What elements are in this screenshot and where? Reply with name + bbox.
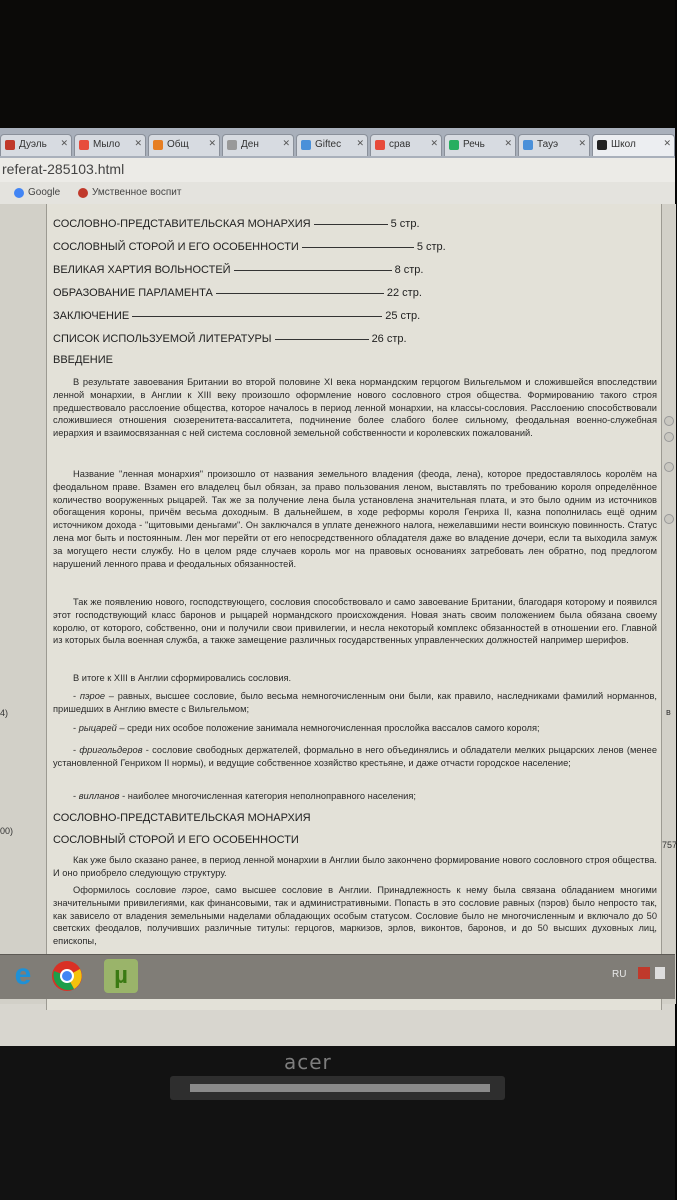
tab-favicon-icon bbox=[523, 140, 533, 150]
browser-tab[interactable]: Giftec ✕ bbox=[296, 134, 368, 156]
browser-tab[interactable]: Мыло ✕ bbox=[74, 134, 146, 156]
left-side-panel: 4) 00) bbox=[0, 204, 46, 1004]
list-item: - пэрое – равных, высшее сословие, было весьма немногочисленным они были, как правило, наследниками фамилий норманнов, пришедших в Англию вместе с Вильгельмом; bbox=[53, 691, 657, 714]
browser-tab[interactable]: Общ ✕ bbox=[148, 134, 220, 156]
browser-tab[interactable]: Ден ✕ bbox=[222, 134, 294, 156]
monitor-stand bbox=[170, 1076, 505, 1100]
taskbar bbox=[0, 954, 675, 999]
toc-item[interactable]: СПИСОК ИСПОЛЬЗУЕМОЙ ЛИТЕРАТУРЫ 26 стр. bbox=[53, 333, 407, 345]
browser-tab-active[interactable]: Школ ✕ bbox=[592, 134, 675, 156]
tab-favicon-icon bbox=[375, 140, 385, 150]
chrome-icon[interactable] bbox=[50, 959, 84, 993]
tab-favicon-icon bbox=[597, 140, 607, 150]
radio-icon[interactable] bbox=[664, 462, 674, 472]
tab-favicon-icon bbox=[449, 140, 459, 150]
toc-leader bbox=[216, 293, 384, 294]
monitor-screen bbox=[0, 128, 675, 1046]
utorrent-icon[interactable]: µ bbox=[104, 959, 138, 993]
toc-leader bbox=[302, 247, 414, 248]
close-icon[interactable]: ✕ bbox=[60, 138, 68, 148]
toc-leader bbox=[234, 270, 392, 271]
toc-item[interactable]: СОСЛОВНЫЙ СТОРОЙ И ЕГО ОСОБЕННОСТИ 5 стр. bbox=[53, 241, 446, 253]
toc-leader bbox=[314, 224, 388, 225]
close-icon[interactable]: ✕ bbox=[578, 138, 586, 148]
browser-tab-bar bbox=[0, 128, 675, 158]
close-icon[interactable]: ✕ bbox=[504, 138, 512, 148]
paragraph: Оформилось сословие пэрое, само высшее сословие в Англии. Принадлежность к нему была связана обладанием многими значительными привилегиями, как финансовыми, так и административными. Попасть в это сословие равных (пэров) было непросто так, как зависело от владения земельными наделами обладающих особым статусом. Сословие было не многочисленным и включало до 50 светских феодалов, получивших различные титулы: герцогов, маркизов, эрлов, виконтов, баронов, и до 50 высших духовных лиц, епископы, bbox=[53, 885, 657, 947]
bookmark-google[interactable]: Google bbox=[14, 187, 60, 198]
radio-icon[interactable] bbox=[664, 416, 674, 426]
browser-tab[interactable]: срав ✕ bbox=[370, 134, 442, 156]
radio-icon[interactable] bbox=[664, 514, 674, 524]
list-item: - фригольдеров - сословие свободных держателей, формально в него объединялись и обладатели мелких рыцарских ленов (менее установленной Генрихом II нормы), и ведущие собственное хозяйство крестьяне, и даже отчасти городское население; bbox=[53, 745, 657, 768]
radio-icon[interactable] bbox=[664, 432, 674, 442]
close-icon[interactable]: ✕ bbox=[282, 138, 290, 148]
browser-tab[interactable]: Дуэль ✕ bbox=[0, 134, 72, 156]
right-side-panel: в 757 bbox=[660, 204, 676, 1004]
section-heading: СОСЛОВНЫЙ СТОРОЙ И ЕГО ОСОБЕННОСТИ bbox=[53, 834, 299, 846]
paragraph: В результате завоевания Британии во второй половине XI века нормандским герцогом Вильгельмом и сложившейся впоследствии ленной монархии, в Англии к XIII веку произошло оформление нового сословного строя общества. Формированию такого строя предшествовало расслоение общества, которое началось в период ленной монархии, на классы-сословия. Расслоению способствовали сложившиеся отношения сюзеренитета-вассалитета, подчинение более слабого более сильному, феодальная военно-служебная иерархия и взаимосвязанная с ней система сословной земельной собственности и королевских пожалований. bbox=[53, 377, 657, 439]
flag-icon[interactable] bbox=[638, 967, 650, 979]
bookmarks-bar bbox=[0, 182, 675, 205]
tab-favicon-icon bbox=[5, 140, 15, 150]
toc-item[interactable]: СОСЛОВНО-ПРЕДСТАВИТЕЛЬСКАЯ МОНАРХИЯ 5 стр. bbox=[53, 218, 420, 230]
browser-tab[interactable]: Тауэ ✕ bbox=[518, 134, 590, 156]
close-icon[interactable]: ✕ bbox=[430, 138, 438, 148]
tab-favicon-icon bbox=[79, 140, 89, 150]
toc-item[interactable]: ОБРАЗОВАНИЕ ПАРЛАМЕНТА 22 стр. bbox=[53, 287, 422, 299]
section-heading: ВВЕДЕНИЕ bbox=[53, 354, 113, 366]
tab-favicon-icon bbox=[227, 140, 237, 150]
network-icon[interactable] bbox=[655, 967, 665, 979]
paragraph: Так же появлению нового, господствующего, сословия способствовало и само завоевание Британии, благодаря которому и появился этот господствующий класс баронов и рыцарей нормандского происхождения. Новая знать своим положением была обязана своему королю, от которого, собственно, они и получили свои привилегии, и несла некоторый комплекс обязанностей в отношении его. Главной из которых была военная служба, а также замещение различных государственных управленческих должностей например шерифов. bbox=[53, 597, 657, 646]
toc-leader bbox=[132, 316, 382, 317]
room-background bbox=[0, 0, 675, 128]
address-bar[interactable] bbox=[0, 158, 675, 183]
paragraph: В итоге к XIII в Англии сформировались сословия. bbox=[73, 673, 292, 683]
close-icon[interactable]: ✕ bbox=[356, 138, 364, 148]
browser-tab[interactable]: Речь ✕ bbox=[444, 134, 516, 156]
internet-explorer-icon[interactable]: e bbox=[14, 958, 32, 991]
brand-logo: acer bbox=[284, 1050, 332, 1074]
close-icon[interactable]: ✕ bbox=[208, 138, 216, 148]
stand-highlight bbox=[190, 1084, 490, 1092]
url-text[interactable]: referat-285103.html bbox=[2, 161, 125, 177]
document-page bbox=[46, 204, 662, 1010]
toc-item[interactable]: ВЕЛИКАЯ ХАРТИЯ ВОЛЬНОСТЕЙ 8 стр. bbox=[53, 264, 424, 276]
bookmark-umstvennoe[interactable]: Умственное воспит bbox=[78, 187, 181, 198]
paragraph: Как уже было сказано ранее, в период ленной монархии в Англии было закончено формирование нового сословного строя общества. И оно приобрело следующую структуру. bbox=[53, 855, 657, 878]
tab-favicon-icon bbox=[153, 140, 163, 150]
section-heading: СОСЛОВНО-ПРЕДСТАВИТЕЛЬСКАЯ МОНАРХИЯ bbox=[53, 812, 311, 824]
list-item: - вилланов - наиболее многочисленная категория неполноправного населения; bbox=[73, 791, 416, 801]
toc-leader bbox=[275, 339, 369, 340]
list-item: - рыцарей – среди них особое положение занимала немногочисленная прослойка вассалов самого короля; bbox=[73, 723, 540, 733]
language-indicator[interactable]: RU bbox=[612, 969, 627, 980]
tab-favicon-icon bbox=[301, 140, 311, 150]
bookmark-icon bbox=[78, 188, 88, 198]
close-icon[interactable]: ✕ bbox=[134, 138, 142, 148]
monitor-bezel bbox=[0, 1046, 675, 1200]
close-icon[interactable]: ✕ bbox=[663, 138, 671, 148]
google-icon bbox=[14, 188, 24, 198]
paragraph: Название "ленная монархия" произошло от названия земельного владения (феода, лена), которое предоставлялось королём на феодальном праве. Взамен его владелец был обязан, за право пользования леном, выставлять по требованию короля определённое количество вооруженных рыцарей. Так же за получение лена была установлена значительная плата, и это было одним из источников обогащения короны, причём весьма доходным. В дальнейшем, в ходе реформы короля Генриха II, казна пополнилась ещё одним источником дохода - "щитовыми деньгами". Он заключался в уплате денежного налога, нежелавшими нести воинскую повинность. Статус лена мог быть и постоянным. Лен мог перейти от его непосредственного обладателя даже во владение дочери, если та выходила замуж за могущего нести службу. Но в целом ряде случаев король мог на правовых основаниях затребовать лен обратно, под предлогом нарушений ленного права и феодальных обязанностей. bbox=[53, 469, 657, 569]
toc-item[interactable]: ЗАКЛЮЧЕНИЕ 25 стр. bbox=[53, 310, 421, 322]
